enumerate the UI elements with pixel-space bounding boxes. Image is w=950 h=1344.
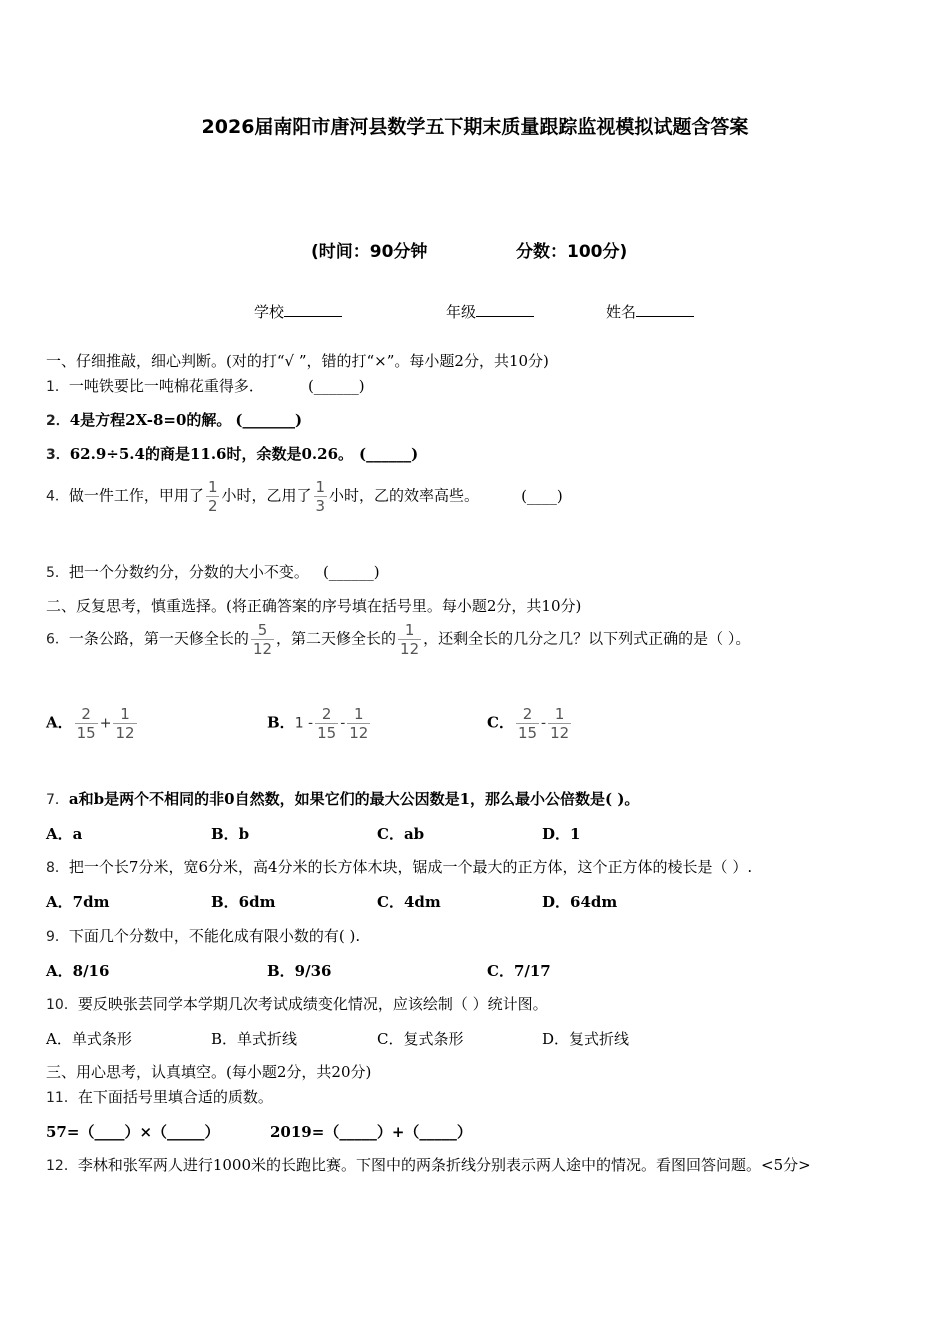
question-text: 4是方程2X-8=0的解。 [69,411,232,429]
section-1-heading: 一、仔细推敲，细心判断。(对的打“√ ”，错的打“×”。每小题2分，共10分) [46,352,549,370]
question-text: 李林和张军两人进行1000米的长跑比赛。下图中的两条折线分别表示两人途中的情况。看图回答问题。<5分> [77,1156,811,1174]
question-9 [46,926,360,947]
fraction [347,705,370,742]
question-text: 下面几个分数中，不能化成有限小数的有( ). [68,927,361,945]
question-1 [46,376,365,397]
option-10b[interactable]: B．单式折线 [211,1030,298,1048]
numerator: 2 [522,705,533,723]
option-letter: A． [46,713,73,732]
one-minus: 1 - [294,715,314,732]
option-9c[interactable]: C．7/17 [487,962,551,980]
question-4 [46,478,563,515]
question-text: 小时，乙用了 [221,486,312,505]
numerator: 2 [81,705,91,723]
option-10c[interactable]: C．复式条形 [377,1030,464,1048]
numerator: 1 [554,705,565,723]
answer-blank[interactable]: (_______) [235,411,303,429]
grade-label: 年级 [446,303,477,321]
section-3-heading: 三、用心思考，认真填空。(每小题2分，共20分) [46,1063,372,1081]
question-10 [46,994,548,1015]
option-8b[interactable]: B．6dm [211,893,276,911]
question-7 [46,789,639,810]
numerator: 1 [404,621,415,639]
question-3 [46,444,418,465]
option-10d[interactable]: D．复式折线 [542,1030,630,1048]
question-number: 7． [46,792,69,808]
option-8a[interactable]: A．7dm [46,893,110,911]
fraction-one-half [206,478,220,515]
numerator: 2 [321,705,332,723]
score-label: 分数：100分) [516,242,628,262]
numerator: 1 [120,705,130,723]
option-letter: C． [487,713,514,732]
fraction [113,705,136,742]
fraction [548,705,571,742]
fill-in-57[interactable]: 57=（____）×（_____） [46,1123,220,1141]
question-11 [46,1087,273,1108]
question-number: 4． [46,488,69,505]
question-text: 要反映张芸同学本学期几次考试成绩变化情况，应该绘制（ ）统计图。 [77,995,548,1013]
question-8 [46,857,752,878]
question-number: 10． [46,997,78,1013]
denominator: 12 [349,724,369,742]
minus-sign: - [541,715,547,732]
question-number: 8． [46,860,69,876]
school-field [254,301,342,322]
question-number: 1． [46,379,69,395]
fraction [315,705,338,742]
fraction [75,705,98,742]
fraction-one-twelfth [398,621,421,658]
option-10a[interactable]: A．单式条形 [46,1030,132,1048]
option-7a[interactable]: A．a [46,825,83,843]
question-number: 11． [46,1090,78,1106]
minus-sign: - [340,715,346,732]
name-field [606,301,694,322]
numerator: 5 [257,621,268,639]
denominator: 12 [550,724,570,742]
question-text: 把一个分数约分，分数的大小不变。 [68,563,309,581]
name-label: 姓名 [606,303,637,321]
page-title: 2026届南阳市唐河县数学五下期末质量跟踪监视模拟试题含答案 [201,116,749,138]
question-text: 一吨铁要比一吨棉花重得多． [68,377,264,395]
fraction [516,705,539,742]
question-text: 一条公路，第一天修全长的 [68,629,249,648]
question-number: 2． [46,413,70,429]
option-9a[interactable]: A．8/16 [46,962,110,980]
option-9b[interactable]: B．9/36 [267,962,332,980]
question-number: 6． [46,631,69,648]
answer-blank[interactable]: (______) [322,563,380,581]
question-text: ，第二天修全长的 [276,629,397,648]
answer-blank[interactable]: (______) [359,445,419,463]
time-label: (时间：90分钟 [311,242,428,262]
question-text: 小时，乙的效率高些。 [329,486,480,505]
plus-sign: + [99,715,112,732]
question-number: 12． [46,1158,78,1174]
section-2-heading: 二、反复思考，慎重选择。(将正确答案的序号填在括号里。每小题2分，共10分) [46,597,582,615]
name-blank[interactable] [636,302,694,317]
school-blank[interactable] [284,302,342,317]
question-text: ，还剩全长的几分之几？以下列式正确的是（ ）。 [423,629,751,648]
question-text: 做一件工作，甲用了 [68,486,204,505]
option-7d[interactable]: D．1 [542,825,581,843]
numerator: 1 [354,705,364,723]
question-number: 9． [46,929,69,945]
option-letter: B． [267,713,295,732]
question-text: 62.9÷5.4的商是11.6时，余数是0.26。 [69,445,354,463]
option-8d[interactable]: D．64dm [542,893,618,911]
question-6 [46,621,750,658]
option-8c[interactable]: C．4dm [377,893,441,911]
option-6b[interactable] [267,705,372,742]
answer-blank[interactable]: (______) [307,377,365,395]
option-7c[interactable]: C．ab [377,825,425,843]
fill-in-2019[interactable]: 2019=（_____）+（_____） [270,1123,472,1141]
denominator: 15 [517,724,538,742]
question-number: 3． [46,447,70,463]
option-7b[interactable]: B．b [211,825,250,843]
question-number: 5． [46,565,69,581]
question-12 [46,1155,811,1176]
denominator: 12 [252,640,273,658]
option-6c[interactable] [487,705,573,742]
denominator: 3 [315,497,326,515]
fraction-one-third [314,478,328,515]
denominator: 12 [400,640,420,658]
question-text: 把一个长7分米，宽6分米，高4分米的长方体木块，锯成一个最大的正方体，这个正方体的棱长是（ ）. [68,858,753,876]
question-text: a和b是两个不相同的非0自然数，如果它们的最大公因数是1，那么最小公倍数是( )。 [68,790,640,808]
denominator: 12 [115,724,135,742]
question-5 [46,562,380,583]
grade-field [446,301,534,322]
answer-blank[interactable]: (____) [521,486,563,505]
denominator: 2 [207,497,218,515]
denominator: 15 [317,724,337,742]
numerator: 1 [315,478,326,496]
question-text: 在下面括号里填合适的质数。 [77,1088,273,1106]
grade-blank[interactable] [476,302,534,317]
option-6a[interactable] [46,705,139,742]
question-2 [46,410,302,431]
fraction-five-twelfths [251,621,274,658]
school-label: 学校 [254,303,285,321]
numerator: 1 [207,478,218,496]
denominator: 15 [76,724,96,742]
